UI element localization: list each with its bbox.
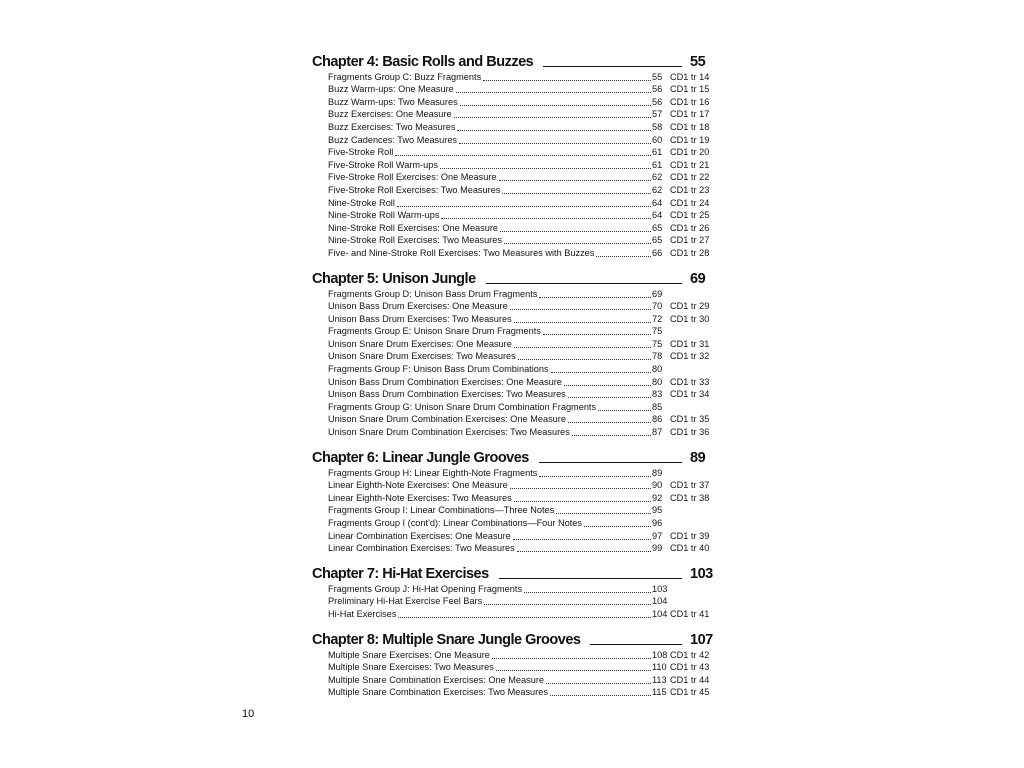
toc-entry xyxy=(312,337,712,350)
entry-title: Nine-Stroke Roll xyxy=(328,197,395,208)
dot-leader xyxy=(397,206,651,207)
chapter-rule xyxy=(590,644,682,645)
entry-title: Buzz Warm-ups: Two Measures xyxy=(328,96,458,107)
entry-page-number: 62 xyxy=(652,184,663,195)
toc-entry xyxy=(312,686,712,699)
entry-page-number: 89 xyxy=(652,467,663,478)
entry-page-number: 70 xyxy=(652,301,663,312)
chapter-heading xyxy=(312,446,712,466)
chapter-heading xyxy=(312,628,712,648)
toc-entry xyxy=(312,300,712,313)
entry-title: Fragments Group I: Linear Combinations—Three Notes xyxy=(328,505,555,516)
entry-list xyxy=(312,70,712,259)
entry-title: Linear Eighth-Note Exercises: Two Measures xyxy=(328,492,512,503)
entry-page-number: 56 xyxy=(652,84,663,95)
entry-page-number: 83 xyxy=(652,389,663,400)
entry-title: Unison Snare Drum Combination Exercises: Two Measures xyxy=(328,427,570,438)
entry-title: Buzz Warm-ups: One Measure xyxy=(328,84,454,95)
entry-title: Unison Bass Drum Exercises: One Measure xyxy=(328,301,508,312)
toc-entry xyxy=(312,542,712,555)
chapter-section xyxy=(312,446,712,554)
entry-title: Fragments Group C: Buzz Fragments xyxy=(328,71,482,82)
dot-leader xyxy=(496,670,651,671)
dot-leader xyxy=(510,309,651,310)
entry-page-number: 96 xyxy=(652,518,663,528)
entry-cd-track: CD1 tr 18 xyxy=(670,121,710,132)
entry-title: Linear Eighth-Note Exercises: One Measure xyxy=(328,480,508,491)
toc-entry xyxy=(312,400,712,413)
chapter-page-number: 103 xyxy=(690,566,713,583)
toc-entry xyxy=(312,362,712,375)
entry-page-number: 103 xyxy=(652,583,668,594)
entry-cd-track: CD1 tr 40 xyxy=(670,543,710,554)
toc-entry xyxy=(312,83,712,96)
entry-title: Unison Snare Drum Combination Exercises: One Measure xyxy=(328,414,566,425)
entry-page-number: 65 xyxy=(652,235,663,246)
toc-entry xyxy=(312,466,712,479)
chapter-rule xyxy=(539,462,682,463)
dot-leader xyxy=(484,604,651,605)
dot-leader xyxy=(524,592,651,593)
entry-title: Unison Bass Drum Combination Exercises: Two Measures xyxy=(328,389,566,400)
dot-leader xyxy=(572,435,651,436)
entry-cd-track: CD1 tr 27 xyxy=(670,235,710,246)
entry-title: Unison Snare Drum Exercises: One Measure xyxy=(328,338,512,349)
toc-entry xyxy=(312,196,712,209)
entry-title: Linear Combination Exercises: Two Measures xyxy=(328,543,515,554)
entry-cd-track: CD1 tr 32 xyxy=(670,351,710,362)
dot-leader xyxy=(398,617,651,618)
entry-title: Multiple Snare Combination Exercises: Two Measures xyxy=(328,687,548,698)
entry-cd-track: CD1 tr 29 xyxy=(670,301,710,312)
entry-title: Unison Bass Drum Combination Exercises: One Measure xyxy=(328,376,562,387)
entry-cd-track: CD1 tr 42 xyxy=(670,649,710,660)
entry-title: Five-Stroke Roll Exercises: One Measure xyxy=(328,172,497,183)
dot-leader xyxy=(457,130,651,131)
entry-page-number: 75 xyxy=(652,338,663,349)
entry-page-number: 69 xyxy=(652,288,663,299)
dot-leader xyxy=(500,231,651,232)
dot-leader xyxy=(483,80,651,81)
entry-page-number: 95 xyxy=(652,505,663,516)
entry-page-number: 57 xyxy=(652,109,663,120)
chapter-title: Chapter 4: Basic Rolls and Buzzes xyxy=(312,54,534,70)
toc-entry xyxy=(312,413,712,426)
entry-page-number: 86 xyxy=(652,414,663,425)
entry-title: Multiple Snare Exercises: Two Measures xyxy=(328,662,494,673)
entry-title: Fragments Group E: Unison Snare Drum Fragments xyxy=(328,326,541,337)
entry-page-number: 90 xyxy=(652,480,663,491)
toc-entry xyxy=(312,661,712,674)
toc-entry xyxy=(312,108,712,121)
entry-title: Fragments Group D: Unison Bass Drum Fragments xyxy=(328,288,538,299)
entry-title: Fragments Group J: Hi-Hat Opening Fragments xyxy=(328,583,523,594)
entry-cd-track: CD1 tr 14 xyxy=(670,71,710,82)
entry-cd-track: CD1 tr 33 xyxy=(670,376,710,387)
chapter-heading xyxy=(312,267,712,287)
entry-page-number: 61 xyxy=(652,147,663,158)
entry-cd-track: CD1 tr 24 xyxy=(670,197,710,208)
chapter-title: Chapter 5: Unison Jungle xyxy=(312,270,476,287)
entry-page-number: 60 xyxy=(652,134,663,145)
entry-cd-track: CD1 tr 41 xyxy=(670,608,710,619)
entry-cd-track: CD1 tr 17 xyxy=(670,109,710,120)
chapter-section xyxy=(312,628,712,698)
entry-title: Multiple Snare Exercises: One Measure xyxy=(328,649,490,660)
entry-list xyxy=(312,287,712,438)
entry-list xyxy=(312,466,712,554)
dot-leader xyxy=(459,143,651,144)
entry-title: Five-Stroke Roll Exercises: Two Measures xyxy=(328,184,501,195)
toc-entry xyxy=(312,133,712,146)
dot-leader xyxy=(546,683,651,684)
dot-leader xyxy=(596,256,651,257)
entry-cd-track: CD1 tr 26 xyxy=(670,222,710,233)
dot-leader xyxy=(568,422,651,423)
entry-page-number: 92 xyxy=(652,492,663,503)
dot-leader xyxy=(550,695,651,696)
toc-entry xyxy=(312,350,712,363)
entry-cd-track: CD1 tr 25 xyxy=(670,210,710,221)
entry-list xyxy=(312,582,712,620)
toc-entry xyxy=(312,146,712,159)
entry-title: Nine-Stroke Roll Warm-ups xyxy=(328,210,440,221)
entry-page-number: 66 xyxy=(652,247,663,258)
entry-title: Fragments Group I (cont'd): Linear Combinations—Four Notes xyxy=(328,518,583,528)
toc-entry xyxy=(312,246,712,259)
entry-list xyxy=(312,648,712,698)
toc-entry xyxy=(312,158,712,171)
chapter-page-number: 55 xyxy=(690,54,706,70)
entry-title: Fragments Group H: Linear Eighth-Note Fragments xyxy=(328,467,538,478)
entry-page-number: 99 xyxy=(652,543,663,554)
dot-leader xyxy=(517,551,651,552)
toc-entry xyxy=(312,171,712,184)
dot-leader xyxy=(539,297,651,298)
entry-cd-track: CD1 tr 45 xyxy=(670,687,710,698)
dot-leader xyxy=(440,168,651,169)
entry-title: Fragments Group G: Unison Snare Drum Combination Fragments xyxy=(328,401,597,412)
entry-cd-track: CD1 tr 20 xyxy=(670,147,710,158)
dot-leader xyxy=(568,397,651,398)
dot-leader xyxy=(556,513,651,514)
entry-cd-track: CD1 tr 34 xyxy=(670,389,710,400)
chapter-page-number: 89 xyxy=(690,450,706,467)
entry-page-number: 104 xyxy=(652,596,668,607)
entry-page-number: 61 xyxy=(652,159,663,170)
entry-cd-track: CD1 tr 30 xyxy=(670,313,710,324)
entry-page-number: 64 xyxy=(652,197,663,208)
entry-page-number: 80 xyxy=(652,376,663,387)
toc-entry xyxy=(312,648,712,661)
chapter-title: Chapter 8: Multiple Snare Jungle Grooves xyxy=(312,631,581,648)
toc-entry xyxy=(312,287,712,300)
toc-entry xyxy=(312,95,712,108)
dot-leader xyxy=(492,658,651,659)
entry-cd-track: CD1 tr 15 xyxy=(670,84,710,95)
entry-cd-track: CD1 tr 37 xyxy=(670,480,710,491)
dot-leader xyxy=(598,410,651,411)
dot-leader xyxy=(441,218,651,219)
chapter-page-number: 107 xyxy=(690,631,713,648)
entry-page-number: 62 xyxy=(652,172,663,183)
entry-cd-track: CD1 tr 28 xyxy=(670,247,710,258)
toc-entry xyxy=(312,388,712,401)
toc-entry xyxy=(312,582,712,595)
toc-entry xyxy=(312,673,712,686)
chapter-title: Chapter 6: Linear Jungle Grooves xyxy=(312,450,529,467)
chapter-rule xyxy=(499,578,682,579)
toc-entry xyxy=(312,183,712,196)
entry-cd-track: CD1 tr 38 xyxy=(670,492,710,503)
chapter-rule xyxy=(486,283,682,284)
entry-page-number: 108 xyxy=(652,649,668,660)
entry-page-number: 104 xyxy=(652,608,668,619)
toc-entry xyxy=(312,221,712,234)
entry-page-number: 65 xyxy=(652,222,663,233)
dot-leader xyxy=(543,334,651,335)
toc-entry xyxy=(312,375,712,388)
entry-title: Preliminary Hi-Hat Exercise Feel Bars xyxy=(328,596,483,607)
entry-cd-track: CD1 tr 22 xyxy=(670,172,710,183)
entry-title: Five-Stroke Roll xyxy=(328,147,394,158)
chapter-section xyxy=(312,267,712,438)
toc-entry xyxy=(312,504,712,517)
toc-entry xyxy=(312,595,712,608)
toc-entry xyxy=(312,425,712,438)
chapter-rule xyxy=(543,66,682,67)
entry-page-number: 80 xyxy=(652,364,663,375)
toc-entry xyxy=(312,479,712,492)
entry-cd-track: CD1 tr 31 xyxy=(670,338,710,349)
dot-leader xyxy=(564,385,651,386)
dot-leader xyxy=(551,372,651,373)
entry-page-number: 64 xyxy=(652,210,663,221)
entry-title: Linear Combination Exercises: One Measure xyxy=(328,530,511,541)
dot-leader xyxy=(502,193,651,194)
entry-page-number: 113 xyxy=(652,674,667,685)
entry-page-number: 78 xyxy=(652,351,663,362)
dot-leader xyxy=(510,488,651,489)
entry-cd-track: CD1 tr 19 xyxy=(670,134,710,145)
entry-page-number: 55 xyxy=(652,71,663,82)
entry-page-number: 75 xyxy=(652,326,663,337)
toc-entry xyxy=(312,325,712,338)
entry-page-number: 58 xyxy=(652,121,663,132)
entry-title: Unison Snare Drum Exercises: Two Measures xyxy=(328,351,516,362)
toc-entry xyxy=(312,529,712,542)
entry-cd-track: CD1 tr 35 xyxy=(670,414,710,425)
dot-leader xyxy=(584,526,651,527)
toc-entry xyxy=(312,516,712,529)
entry-cd-track: CD1 tr 21 xyxy=(670,159,710,170)
dot-leader xyxy=(514,347,651,348)
entry-page-number: 115 xyxy=(652,687,667,698)
entry-title: Buzz Cadences: Two Measures xyxy=(328,134,458,145)
dot-leader xyxy=(499,180,652,181)
dot-leader xyxy=(539,476,651,477)
dot-leader xyxy=(395,155,651,156)
entry-page-number: 56 xyxy=(652,96,663,107)
entry-title: Buzz Exercises: Two Measures xyxy=(328,121,456,132)
chapter-section xyxy=(312,562,712,620)
chapter-heading xyxy=(312,562,712,582)
entry-cd-track: CD1 tr 16 xyxy=(670,96,710,107)
entry-title: Multiple Snare Combination Exercises: One Measure xyxy=(328,674,545,685)
page-number: 10 xyxy=(242,708,255,720)
entry-title: Five-Stroke Roll Warm-ups xyxy=(328,159,438,170)
entry-title: Hi-Hat Exercises xyxy=(328,608,397,619)
entry-cd-track: CD1 tr 36 xyxy=(670,427,710,438)
entry-title: Unison Bass Drum Exercises: Two Measures xyxy=(328,313,512,324)
dot-leader xyxy=(456,92,651,93)
entry-title: Nine-Stroke Roll Exercises: Two Measures xyxy=(328,235,502,246)
toc-entry xyxy=(312,70,712,83)
chapter-heading xyxy=(312,50,712,70)
entry-cd-track: CD1 tr 23 xyxy=(670,184,710,195)
dot-leader xyxy=(454,117,651,118)
dot-leader xyxy=(513,539,651,540)
toc-entry xyxy=(312,209,712,222)
toc-entry xyxy=(312,607,712,620)
toc-entry xyxy=(312,312,712,325)
table-of-contents xyxy=(312,50,712,706)
chapter-title: Chapter 7: Hi-Hat Exercises xyxy=(312,566,489,583)
chapter-section xyxy=(312,50,712,259)
entry-title: Fragments Group F: Unison Bass Drum Combinations xyxy=(328,364,549,375)
entry-cd-track: CD1 tr 44 xyxy=(670,674,710,685)
entry-cd-track: CD1 tr 43 xyxy=(670,662,710,673)
entry-page-number: 110 xyxy=(652,662,667,673)
dot-leader xyxy=(518,359,651,360)
dot-leader xyxy=(514,501,651,502)
entry-page-number: 72 xyxy=(652,313,663,324)
entry-title: Buzz Exercises: One Measure xyxy=(328,109,452,120)
entry-title: Nine-Stroke Roll Exercises: One Measure xyxy=(328,222,499,233)
chapter-page-number: 69 xyxy=(690,270,706,287)
entry-cd-track: CD1 tr 39 xyxy=(670,530,710,541)
toc-entry xyxy=(312,234,712,247)
toc-entry xyxy=(312,120,712,133)
dot-leader xyxy=(460,105,651,106)
dot-leader xyxy=(504,243,651,244)
entry-page-number: 85 xyxy=(652,401,663,412)
entry-page-number: 97 xyxy=(652,530,663,541)
toc-entry xyxy=(312,491,712,504)
entry-title: Five- and Nine-Stroke Roll Exercises: Two Measures with Buzzes xyxy=(328,247,595,258)
dot-leader xyxy=(514,322,651,323)
entry-page-number: 87 xyxy=(652,427,663,438)
